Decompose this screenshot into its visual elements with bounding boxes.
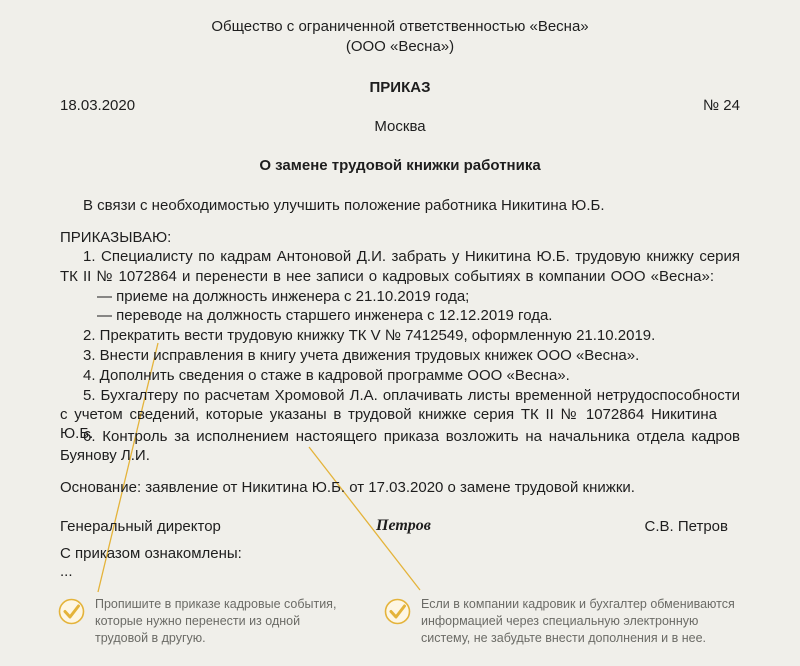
item-1-sub-1: — приеме на должность инженера с 21.10.2019 года; (97, 288, 470, 305)
item-6-line-1: 6. Контроль за исполнением настоящего приказа возложить на начальника отдела кадров (83, 428, 740, 445)
item-1-line-1: 1. Специалисту по кадрам Антоновой Д.И. забрать у Никитина Ю.Б. трудовую книжку серия (83, 248, 740, 265)
left-note-line-1: Пропишите в приказе кадровые события, (95, 597, 337, 611)
check-circle-icon (384, 598, 411, 625)
item-1-line-2: ТК II № 1072864 и перенести в нее записи о кадровых событиях в компании ООО «Весна»: (60, 268, 714, 285)
item-1-sub-2: — переводе на должность старшего инженера с 12.12.2019 года. (97, 307, 553, 324)
basis-line: Основание: заявление от Никитина Ю.Б. от 17.03.2020 о замене трудовой книжки. (60, 479, 635, 496)
order-word: ПРИКАЗЫВАЮ: (60, 229, 172, 246)
order-number: № 24 (703, 97, 740, 114)
acquainted-label: С приказом ознакомлены: (60, 545, 242, 562)
left-note-line-2: которые нужно перенести из одной (95, 614, 301, 628)
signer-name: С.В. Петров (644, 518, 728, 535)
right-note-line-1: Если в компании кадровик и бухгалтер обмениваются (421, 597, 735, 611)
item-5-line-2: с учетом сведений, которые указаны в трудовой книжке серия ТК II № 1072864 Никитина Ю.Б. (60, 406, 717, 442)
check-circle-icon (58, 598, 85, 625)
left-note-line-3: трудовой в другую. (95, 631, 206, 645)
right-note-line-3: систему, не забудьте внести дополнения и в нее. (421, 631, 707, 645)
order-city: Москва (374, 118, 426, 135)
order-subject: О замене трудовой книжки работника (259, 157, 541, 174)
item-2: 2. Прекратить вести трудовую книжку ТК V № 7412549, оформленную 21.10.2019. (83, 327, 656, 344)
doc-type: ПРИКАЗ (369, 79, 431, 96)
intro-paragraph: В связи с необходимостью улучшить положение работника Никитина Ю.Б. (83, 197, 605, 214)
right-note-line-2: информацией через специальную электронную (421, 614, 699, 628)
item-3: 3. Внести исправления в книгу учета движения трудовых книжек ООО «Весна». (83, 347, 640, 364)
handwritten-signature: Петров (376, 517, 431, 534)
org-name: Общество с ограниченной ответственностью «Весна» (211, 18, 589, 35)
item-4: 4. Дополнить сведения о стаже в кадровой программе ООО «Весна». (83, 367, 570, 384)
signer-position: Генеральный директор (60, 518, 221, 535)
order-date: 18.03.2020 (60, 97, 136, 114)
item-5-line-1: 5. Бухгалтеру по расчетам Хромовой Л.А. оплачивать листы временной нетрудоспособности (83, 387, 740, 404)
acquainted-ellipsis: ... (60, 563, 73, 580)
item-6-line-2: Буянову Л.И. (60, 447, 150, 464)
org-short-name: (ООО «Весна») (345, 38, 455, 55)
